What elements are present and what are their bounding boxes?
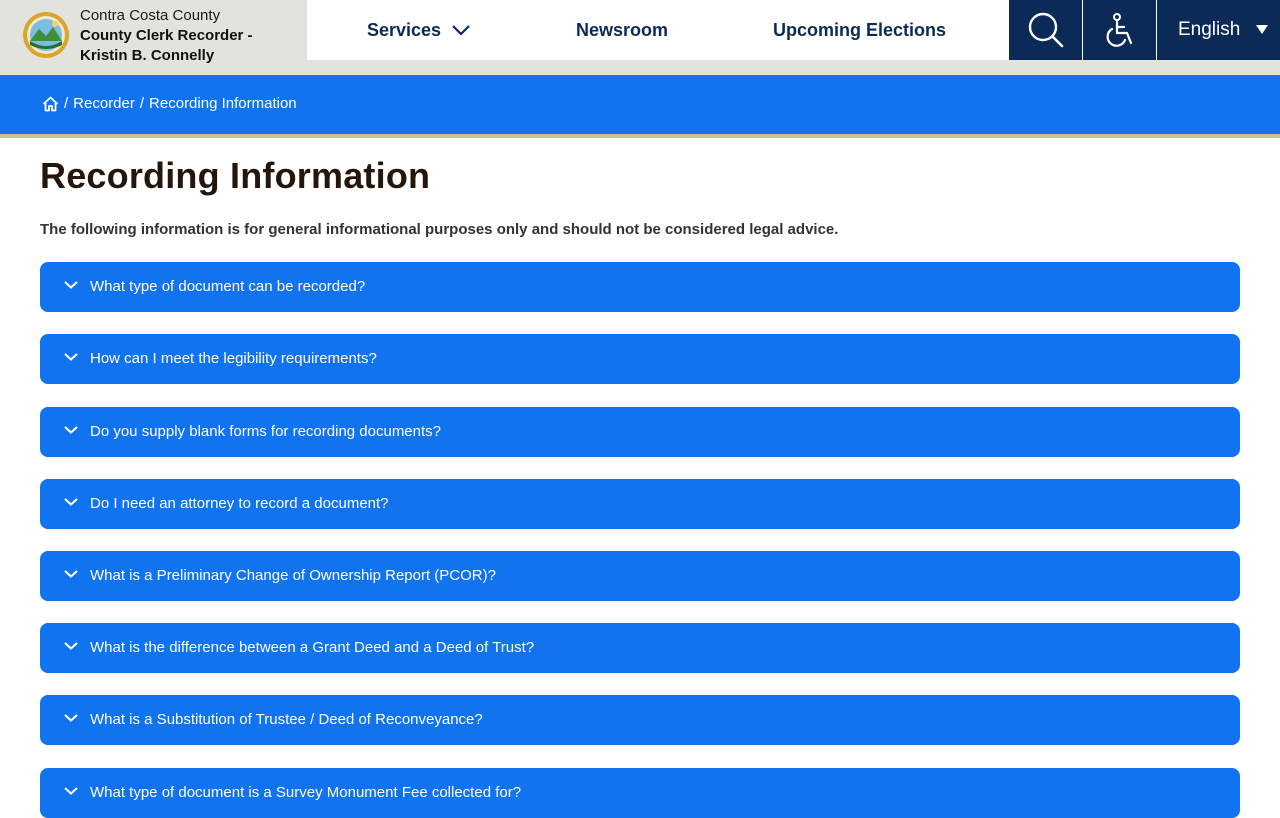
site-header — [0, 0, 1280, 75]
faq-item[interactable] — [40, 334, 1240, 384]
faq-question: Do I need an attorney to record a document? — [90, 495, 389, 512]
language-selector[interactable] — [1157, 0, 1280, 60]
search-button[interactable] — [1009, 0, 1082, 60]
chevron-down-icon — [451, 24, 471, 36]
nav-newsroom-label: Newsroom — [576, 19, 669, 40]
chevron-down-icon — [63, 497, 79, 507]
faq-item[interactable] — [40, 623, 1240, 673]
faq-item[interactable] — [40, 407, 1240, 457]
county-seal-icon — [22, 11, 70, 59]
nav-services-label: Services — [367, 19, 442, 40]
accessibility-button[interactable] — [1083, 0, 1156, 60]
brand-block[interactable] — [0, 0, 307, 75]
breadcrumb — [42, 95, 297, 112]
main-nav — [307, 0, 1009, 60]
chevron-down-icon — [63, 713, 79, 723]
nav-upcoming-elections[interactable] — [773, 0, 946, 60]
breadcrumb-bar — [0, 75, 1280, 138]
breadcrumb-recorder[interactable]: Recorder — [73, 95, 135, 112]
chevron-down-icon — [63, 425, 79, 435]
intro-disclaimer: The following information is for general informational purposes only and should not be considered legal advice. — [40, 221, 839, 238]
brand-official-name: Kristin B. Connelly — [80, 47, 215, 64]
header-strip — [307, 60, 1280, 75]
accessibility-icon — [1105, 13, 1135, 47]
faq-item[interactable] — [40, 695, 1240, 745]
language-label: English — [1178, 19, 1241, 40]
faq-question: What type of document is a Survey Monument Fee collected for? — [90, 784, 522, 801]
faq-question: What is the difference between a Grant Deed and a Deed of Trust? — [90, 639, 535, 656]
search-icon — [1027, 11, 1065, 49]
faq-item[interactable] — [40, 768, 1240, 818]
faq-item[interactable] — [40, 551, 1240, 601]
faq-question: What is a Substitution of Trustee / Deed of Reconveyance? — [90, 711, 483, 728]
faq-item[interactable] — [40, 262, 1240, 312]
home-icon[interactable] — [42, 96, 59, 112]
faq-item[interactable] — [40, 479, 1240, 529]
breadcrumb-separator: / — [64, 95, 69, 112]
faq-question: How can I meet the legibility requirements? — [90, 350, 377, 367]
nav-services[interactable] — [367, 0, 471, 60]
breadcrumb-separator: / — [139, 95, 145, 112]
chevron-down-icon — [63, 641, 79, 651]
brand-office-name: County Clerk Recorder - — [80, 27, 253, 44]
chevron-down-icon — [63, 352, 79, 362]
page-title: Recording Information — [40, 155, 431, 196]
faq-question: What is a Preliminary Change of Ownership Report (PCOR)? — [90, 567, 496, 584]
chevron-down-icon — [63, 280, 79, 290]
caret-down-icon — [1256, 25, 1268, 34]
brand-text — [80, 6, 253, 66]
nav-newsroom[interactable] — [576, 0, 668, 60]
faq-question: What type of document can be recorded? — [90, 278, 366, 295]
breadcrumb-current: Recording Information — [149, 95, 297, 112]
chevron-down-icon — [63, 569, 79, 579]
faq-question: Do you supply blank forms for recording documents? — [90, 423, 442, 440]
chevron-down-icon — [63, 786, 79, 796]
brand-county-name: Contra Costa County — [80, 7, 221, 24]
nav-elections-label: Upcoming Elections — [773, 19, 947, 40]
